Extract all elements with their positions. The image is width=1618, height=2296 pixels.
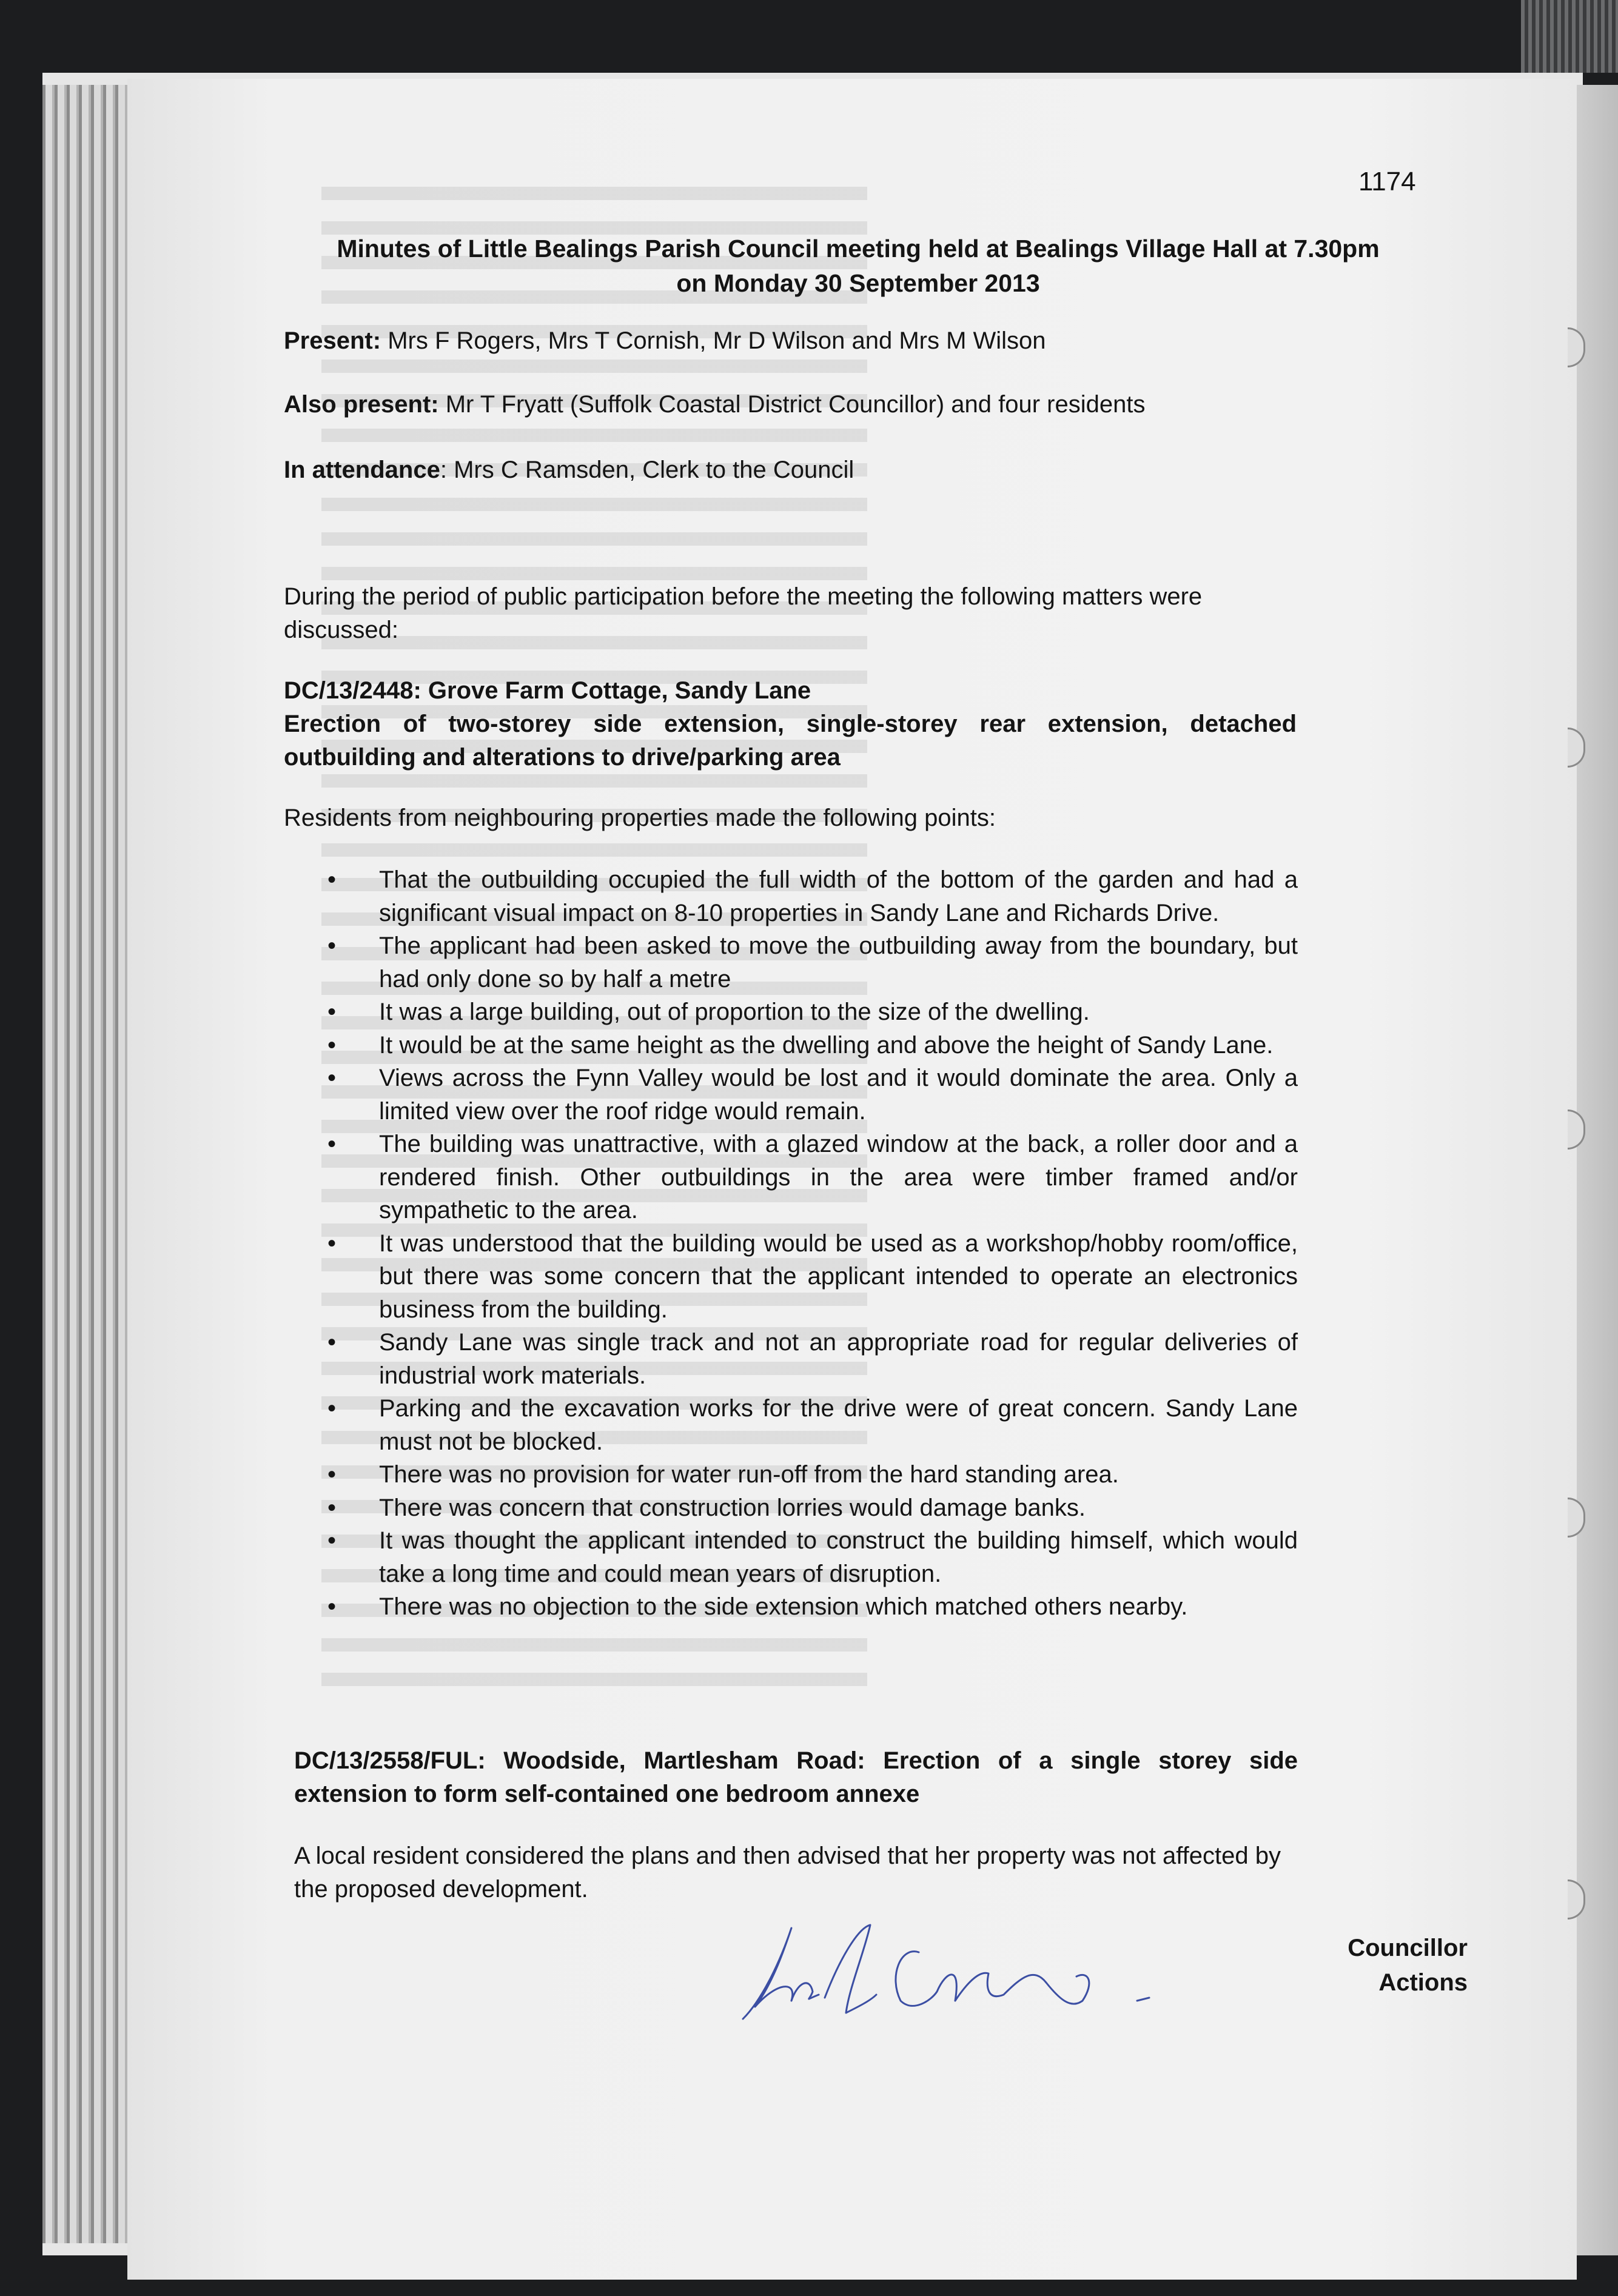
- bullet-icon: •: [327, 1395, 337, 1422]
- list-item-text: The building was unattractive, with a glazed window at the back, a roller door and a rendered finish. Other outbuildings in the area were timber framed and/or sympathetic to the area.: [379, 1131, 1298, 1223]
- present-label: Present:: [284, 327, 381, 354]
- bullet-icon: •: [327, 1593, 337, 1620]
- attendance-label: In attendance: [284, 457, 440, 483]
- list-item: [327, 1227, 1298, 1327]
- bullet-icon: •: [327, 1329, 337, 1356]
- list-item-text: There was concern that construction lorries would damage banks.: [379, 1494, 1086, 1521]
- attendance-text: : Mrs C Ramsden, Clerk to the Council: [440, 457, 854, 483]
- list-item-text: Parking and the excavation works for the drive were of great concern. Sandy Lane must not be blocked.: [379, 1395, 1298, 1455]
- also-present-text: Mr T Fryatt (Suffolk Coastal District Councillor) and four residents: [445, 391, 1146, 418]
- list-item: [327, 863, 1298, 929]
- list-item-text: Views across the Fynn Valley would be lost and it would dominate the area. Only a limited view over the roof ridge would remain.: [379, 1065, 1298, 1125]
- list-item-text: There was no objection to the side extension which matched others nearby.: [379, 1593, 1188, 1620]
- list-item: [327, 1524, 1298, 1590]
- application-1-reference: DC/13/2448: Grove Farm Cottage, Sandy Lane: [284, 677, 811, 704]
- public-participation-text: During the period of public participation before the meeting the following matters were discussed:: [284, 583, 1203, 643]
- list-item-text: It would be at the same height as the dwelling and above the height of Sandy Lane.: [379, 1031, 1274, 1059]
- bullet-icon: •: [327, 1461, 337, 1488]
- application-2-heading: DC/13/2558/FUL: Woodside, Martlesham Road: Erection of a single storey side extension to form self-contained one bedroom annexe: [294, 1747, 1298, 1807]
- page-edges: [42, 85, 133, 2243]
- list-item-text: That the outbuilding occupied the full width of the bottom of the garden and had a significant visual impact on 8-10 properties in Sandy Lane and Richards Drive.: [379, 866, 1298, 926]
- present-line: [284, 327, 1046, 355]
- list-item: [327, 1491, 1298, 1525]
- actions-label: Actions: [1378, 1969, 1468, 1996]
- list-item-text: There was no provision for water run-off from the hard standing area.: [379, 1461, 1119, 1488]
- scan-corner-artifact: [1521, 0, 1618, 73]
- list-item: [327, 1029, 1298, 1062]
- bullet-icon: •: [327, 1131, 337, 1157]
- list-item-text: The applicant had been asked to move the outbuilding away from the boundary, but had only done so by half a metre: [379, 932, 1298, 992]
- bullet-icon: •: [327, 1494, 337, 1521]
- list-item: [327, 1128, 1298, 1227]
- list-item-text: It was a large building, out of proportion to the size of the dwelling.: [379, 999, 1090, 1025]
- also-present-label: Also present:: [284, 391, 439, 418]
- councillor-label: Councillor: [1348, 1935, 1468, 1961]
- handwritten-signature: [719, 1910, 1252, 2031]
- bullet-icon: •: [327, 1230, 337, 1257]
- also-present-line: [284, 391, 1145, 418]
- application-1-description: Erection of two-storey side extension, single-storey rear extension, detached outbuilding and alterations to drive/parking area: [284, 711, 1297, 771]
- list-item: [327, 1590, 1298, 1624]
- bullet-icon: •: [327, 1065, 337, 1091]
- list-item: [327, 996, 1298, 1029]
- application-2-text: A local resident considered the plans and then advised that her property was not affected by the proposed development.: [294, 1842, 1281, 1903]
- present-text: Mrs F Rogers, Mrs T Cornish, Mr D Wilson and Mrs M Wilson: [388, 327, 1046, 354]
- list-item-text: It was thought the applicant intended to construct the building himself, which would take a long time and could mean years of disruption.: [379, 1527, 1298, 1587]
- list-item-text: Sandy Lane was single track and not an appropriate road for regular deliveries of industrial work materials.: [379, 1329, 1298, 1389]
- list-item: [327, 1062, 1298, 1128]
- list-item: [327, 1458, 1298, 1491]
- councillor-actions-column-heading: [1322, 1931, 1468, 2000]
- title-line-2: on Monday 30 September 2013: [676, 269, 1040, 297]
- bullet-icon: •: [327, 999, 337, 1025]
- bullet-icon: •: [327, 866, 337, 893]
- bullet-icon: •: [327, 1031, 337, 1059]
- list-item: [327, 1392, 1298, 1458]
- list-item: [327, 929, 1298, 996]
- attendance-line: [284, 457, 854, 484]
- bullet-icon: •: [327, 1527, 337, 1554]
- residents-intro: Residents from neighbouring properties made the following points:: [284, 805, 996, 831]
- application-1-heading: [284, 674, 1297, 774]
- bullet-icon: •: [327, 932, 337, 959]
- list-item: [327, 1326, 1298, 1392]
- page-number: 1174: [1358, 167, 1416, 196]
- list-item-text: It was understood that the building would be used as a workshop/hobby room/office, but there was some concern that the applicant intended to operate an electronics business from the building.: [379, 1230, 1298, 1323]
- residents-points-list: [327, 863, 1298, 1624]
- title-line-1: Minutes of Little Bealings Parish Council meeting held at Bealings Village Hall at 7.30pm: [337, 235, 1380, 263]
- page-title: [267, 232, 1449, 301]
